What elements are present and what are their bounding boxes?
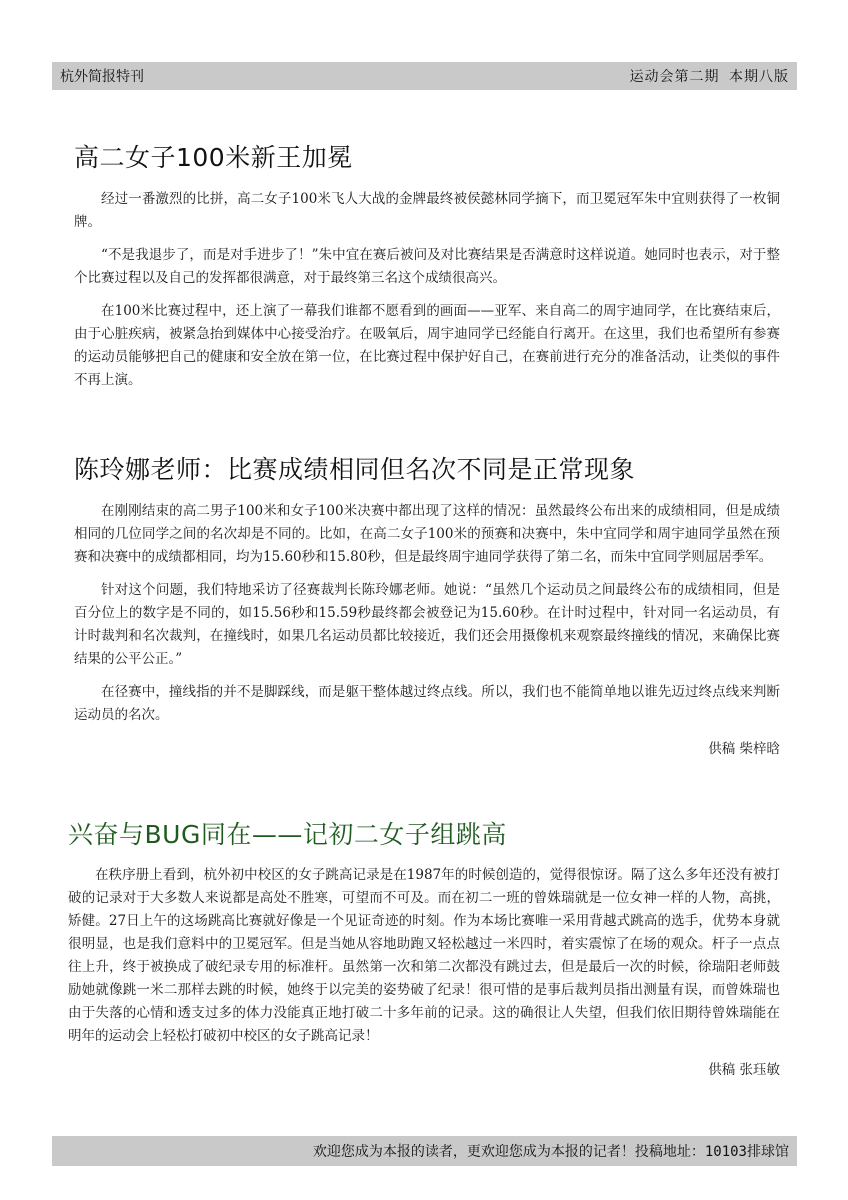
article-paragraph: 在秩序册上看到，杭外初中校区的女子跳高记录是在1987年的时候创造的，觉得很惊讶。隔了这么多年还没有被打破的记录对于大多数人来说都是高处不胜寒，可望而不可及。而在初二一班的曾姝瑞就是一位女神一样的人物，高挑，矫健。27日上午的这场跳高比赛就好像是一个见证奇迹的时刻。作为本场比赛唯一采用背越式跳高的选手，优势本身就很明显，也是我们意料中的卫冕冠军。但是当她从容地助跑又轻松越过一米四时，着实震惊了在场的观众。杆子一点点往上升，终于被换成了破纪录专用的标准杆。虽然第一次和第二次都没有跳过去，但是最后一次的时候，徐瑞阳老师鼓励她就像跳一米二那样去跳的时候，她终于以完美的姿势破了纪录！很可惜的是事后裁判员指出测量有误，而曾姝瑞也由于失落的心情和透支过多的体力没能真正地打破二十多年前的记录。这的确很让人失望，但我们依旧期待曾姝瑞能在明年的运动会上轻松打破初中校区的女子跳高记录！ [68,867,780,1044]
article-title: 高二女子100米新王加冕 [74,143,353,172]
issue-info: 运动会第二期 本期八版 [629,69,789,85]
footer-bar [52,1136,797,1166]
article-high-jump [68,815,780,1078]
article-100m-champion [74,138,780,402]
article-title: 兴奋与BUG同在——记初二女子组跳高 [68,820,507,849]
article-byline: 供稿 张珏敏 [708,1062,780,1078]
footer-text: 欢迎您成为本报的读者，更欢迎您成为本报的记者！投稿地址：10103排球馆 [312,1144,789,1160]
article-paragraph: 在100米比赛过程中，还上演了一幕我们谁都不愿看到的画面——亚军、来自高二的周宇迪同学，在比赛结束后，由于心脏疾病，被紧急抬到媒体中心接受治疗。在吸氧后，周宇迪同学已经能自行离开。在这里，我们也希望所有参赛的运动员能够把自己的健康和安全放在第一位，在比赛过程中保护好自己，在赛前进行充分的准备活动，让类似的事件不再上演。 [74,303,780,388]
article-paragraph: 在刚刚结束的高二男子100米和女子100米决赛中都出现了这样的情况：虽然最终公布出来的成绩相同，但是成绩相同的几位同学之间的名次却是不同的。比如，在高二女子100米的预赛和决赛中，朱中宜同学和周宇迪同学虽然在预赛和决赛中的成绩都相同，均为15.60秒和15.80秒，但是最终周宇迪同学获得了第二名，而朱中宜同学则屈居季军。 [74,503,780,565]
article-paragraph: 针对这个问题，我们特地采访了径赛裁判长陈玲娜老师。她说：“虽然几个运动员之间最终公布的成绩相同，但是百分位上的数字是不同的，如15.56秒和15.59秒最终都会被登记为15.60秒。在计时过程中，针对同一名运动员，有计时裁判和名次裁判，在撞线时，如果几名运动员都比较接近，我们还会用摄像机来观察最终撞线的情况，来确保比赛结果的公平公正。” [74,582,780,667]
article-paragraph: 经过一番激烈的比拼，高二女子100米飞人大战的金牌最终被侯懿林同学摘下，而卫冕冠军朱中宜则获得了一枚铜牌。 [74,191,780,230]
article-byline: 供稿 柴梓晗 [708,741,780,757]
article-paragraph: 在径赛中，撞线指的并不是脚踩线，而是躯干整体越过终点线。所以，我们也不能简单地以谁先迈过终点线来判断运动员的名次。 [74,684,780,723]
header-bar [52,62,797,90]
article-title: 陈玲娜老师：比赛成绩相同但名次不同是正常现象 [74,455,636,484]
article-paragraph: “不是我退步了，而是对手进步了！”朱中宜在赛后被问及对比赛结果是否满意时这样说道。她同时也表示，对于整个比赛过程以及自己的发挥都很满意，对于最终第三名这个成绩很高兴。 [74,247,780,286]
article-referee-interview [74,450,780,757]
newsletter-name: 杭外简报特刊 [60,69,144,85]
